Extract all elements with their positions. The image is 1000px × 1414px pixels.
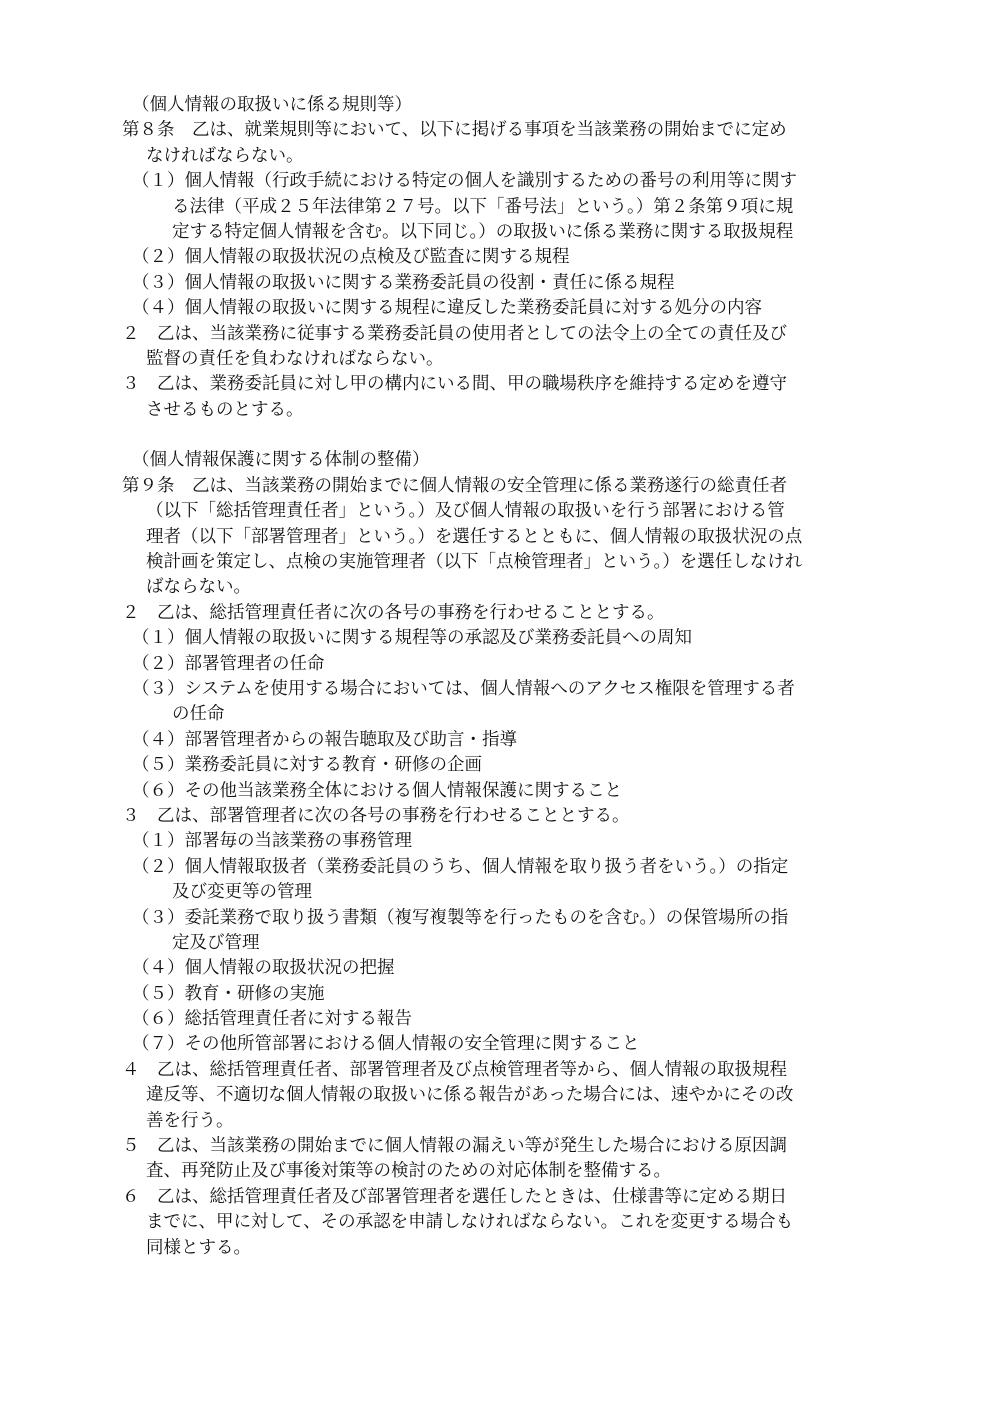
article-9-title: 第９条 乙は、当該業務の開始までに個人情報の安全管理に係る業務遂行の総責任者 (122, 475, 787, 496)
list-item: （４）個人情報の取扱いに関する規程に違反した業務委託員に対する処分の内容 (132, 298, 762, 319)
paragraph-start: ２ 乙は、当該業務に従事する業務委託員の使用者としての法令上の全ての責任及び (122, 323, 787, 344)
list-item: （２）個人情報の取扱状況の点検及び監査に関する規程 (132, 247, 570, 268)
text-line: 善を行う。 (146, 1110, 234, 1131)
list-item: （３）システムを使用する場合においては、個人情報へのアクセス権限を管理する者 (132, 678, 795, 699)
list-item: （３）個人情報の取扱いに関する業務委託員の役割・責任に係る規程 (132, 272, 675, 293)
text-line: ばならない。 (146, 577, 251, 598)
text-line: 定及び管理 (172, 932, 260, 953)
text-line: る法律（平成２５年法律第２７号。以下「番号法」という。）第２条第９項に規 (172, 196, 794, 217)
text-line: 理者（以下「部署管理者」という。）を選任するとともに、個人情報の取扱状況の点 (146, 526, 803, 547)
text-line: 査、再発防止及び事後対策等の検討のための対応体制を整備する。 (146, 1161, 671, 1182)
text-line: 及び変更等の管理 (172, 882, 312, 903)
list-item: （３）委託業務で取り扱う書類（複写複製等を行ったものを含む。）の保管場所の指 (132, 907, 789, 928)
list-item: （１）部署毎の当該業務の事務管理 (132, 831, 412, 852)
paragraph-start: ２ 乙は、総括管理責任者に次の各号の事務を行わせることとする。 (122, 602, 665, 623)
article-8-title: 第８条 乙は、就業規則等において、以下に掲げる事項を当該業務の開始までに定め (122, 120, 787, 141)
list-item: （４）部署管理者からの報告聴取及び助言・指導 (132, 729, 517, 750)
text-line: （以下「総括管理責任者」という。）及び個人情報の取扱いを行う部署における管 (146, 501, 785, 522)
paragraph-start: ３ 乙は、部署管理者に次の各号の事務を行わせることとする。 (122, 805, 630, 826)
list-item: （４）個人情報の取扱状況の把握 (132, 958, 395, 979)
list-item: （５）教育・研修の実施 (132, 983, 325, 1004)
paragraph-start: ６ 乙は、総括管理責任者及び部署管理者を選任したときは、仕様書等に定める期日 (122, 1186, 787, 1207)
text-line: の任命 (172, 704, 225, 725)
list-item: （２）部署管理者の任命 (132, 653, 325, 674)
article-8-heading: （個人情報の取扱いに係る規則等） (132, 95, 412, 115)
paragraph-start: ５ 乙は、当該業務の開始までに個人情報の漏えい等が発生した場合における原因調 (122, 1136, 787, 1157)
paragraph-start: ４ 乙は、総括管理責任者、部署管理者及び点検管理者等から、個人情報の取扱規程 (122, 1059, 787, 1080)
list-item: （６）その他当該業務全体における個人情報保護に関すること (132, 780, 622, 801)
text-line: 定する特定個人情報を含む。以下同じ。）の取扱いに係る業務に関する取扱規程 (172, 221, 794, 242)
text-line: なければならない。 (146, 145, 304, 166)
text-line: 同様とする。 (146, 1237, 251, 1258)
list-item: （１）個人情報の取扱いに関する規程等の承認及び業務委託員への周知 (132, 628, 692, 649)
text-line: 検計画を策定し、点検の実施管理者（以下「点検管理者」という。）を選任しなけれ (146, 552, 803, 573)
list-item: （２）個人情報取扱者（業務委託員のうち、個人情報を取り扱う者をいう。）の指定 (132, 856, 789, 877)
text-line: 監督の責任を負わなければならない。 (146, 348, 444, 369)
text-line: までに、甲に対して、その承認を申請しなければならない。これを変更する場合も (146, 1212, 794, 1233)
text-line: させるものとする。 (146, 399, 304, 420)
section-gap (122, 423, 898, 448)
list-item: （５）業務委託員に対する教育・研修の企画 (132, 755, 482, 776)
text-line: 違反等、不適切な個人情報の取扱いに係る報告があった場合には、速やかにその改 (146, 1085, 794, 1106)
document-page (122, 93, 898, 1261)
article-9-heading: （個人情報保護に関する体制の整備） (132, 450, 430, 471)
list-item: （６）総括管理責任者に対する報告 (132, 1009, 412, 1030)
list-item: （１）個人情報（行政手続における特定の個人を識別するための番号の利用等に関す (132, 171, 797, 192)
list-item: （７）その他所管部署における個人情報の安全管理に関すること (132, 1034, 640, 1055)
paragraph-start: ３ 乙は、業務委託員に対し甲の構内にいる間、甲の職場秩序を維持する定めを遵守 (122, 374, 787, 395)
